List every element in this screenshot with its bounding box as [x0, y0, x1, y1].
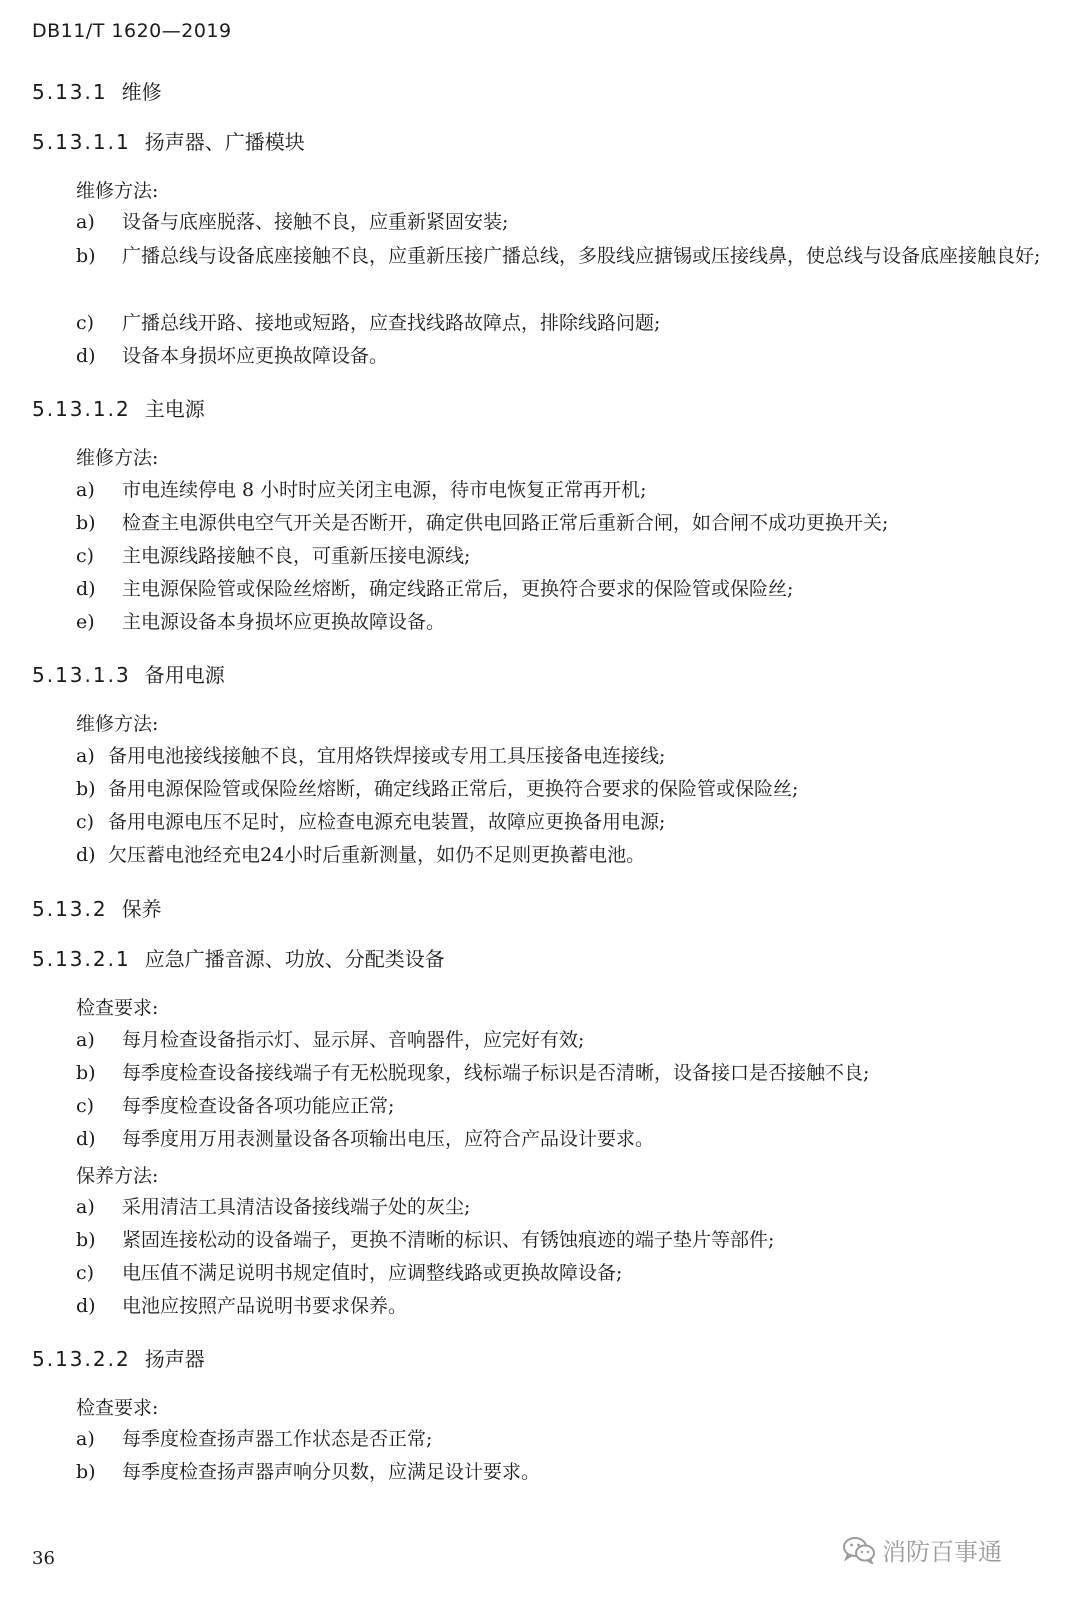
section-title: 扬声器、广播模块	[144, 130, 305, 154]
list-marker: a)	[76, 1196, 95, 1218]
list-text: 每月检查设备指示灯、显示屏、音响器件，应完好有效;	[122, 1029, 585, 1051]
section-heading	[32, 1343, 205, 1372]
repair-method-label: 维修方法:	[76, 713, 159, 735]
list-text: 紧固连接松动的设备端子，更换不清晰的标识、有锈蚀痕迹的端子垫片等部件;	[122, 1229, 775, 1251]
list-marker: b)	[76, 1229, 96, 1251]
list-marker: c)	[76, 1262, 95, 1284]
list-text: 设备本身损坏应更换故障设备。	[122, 345, 389, 367]
list-marker: e)	[76, 611, 95, 633]
list-text: 每季度检查设备各项功能应正常;	[122, 1095, 395, 1117]
section-title: 应急广播音源、功放、分配类设备	[144, 947, 445, 971]
list-text: 设备与底座脱落、接触不良，应重新紧固安装;	[122, 211, 509, 233]
section-number: 5.13.2	[32, 897, 108, 921]
section-title: 主电源	[144, 397, 205, 421]
list-text: 市电连续停电 8 小时时应关闭主电源，待市电恢复正常再开机;	[122, 479, 647, 501]
section-number: 5.13.2.1	[32, 947, 131, 971]
list-marker: c)	[76, 545, 95, 567]
section-title: 维修	[121, 80, 162, 104]
list-text: 主电源设备本身损坏应更换故障设备。	[122, 611, 446, 633]
list-marker: a)	[76, 745, 95, 767]
list-marker: b)	[76, 1062, 96, 1084]
list-marker: c)	[76, 1095, 95, 1117]
section-title: 扬声器	[144, 1347, 205, 1371]
list-marker: b)	[76, 1461, 96, 1483]
section-heading	[32, 126, 305, 155]
list-text: 检查主电源供电空气开关是否断开，确定供电回路正常后重新合闸，如合闸不成功更换开关;	[122, 512, 889, 534]
section-number: 5.13.2.2	[32, 1347, 131, 1371]
section-title: 保养	[121, 897, 162, 921]
section-heading	[32, 76, 162, 105]
page-number: 36	[32, 1548, 55, 1569]
list-marker: a)	[76, 211, 95, 233]
section-heading	[32, 659, 225, 688]
watermark-text: 消防百事通	[882, 1538, 1002, 1566]
list-text: 每季度检查扬声器工作状态是否正常;	[122, 1428, 433, 1450]
list-text: 备用电源保险管或保险丝熔断，确定线路正常后，更换符合要求的保险管或保险丝;	[108, 778, 799, 800]
list-text: 备用电池接线接触不良，宜用烙铁焊接或专用工具压接备电连接线;	[108, 745, 666, 767]
list-text: 采用清洁工具清洁设备接线端子处的灰尘;	[122, 1196, 471, 1218]
list-marker: d)	[76, 844, 96, 866]
list-marker: a)	[76, 479, 95, 501]
list-text: 主电源保险管或保险丝熔断，确定线路正常后，更换符合要求的保险管或保险丝;	[122, 578, 794, 600]
list-marker: d)	[76, 1128, 96, 1150]
section-number: 5.13.1.2	[32, 397, 131, 421]
list-text: 每季度检查设备接线端子有无松脱现象，线标端子标识是否清晰，设备接口是否接触不良;	[122, 1062, 870, 1084]
list-marker: a)	[76, 1428, 95, 1450]
repair-method-label: 维修方法:	[76, 447, 159, 469]
section-title: 备用电源	[144, 663, 225, 687]
list-text: 广播总线开路、接地或短路，应查找线路故障点，排除线路问题;	[122, 312, 661, 334]
list-marker: b)	[76, 512, 96, 534]
list-text: 电池应按照产品说明书要求保养。	[122, 1295, 408, 1317]
doc-code: DB11/T 1620—2019	[32, 20, 232, 42]
list-text: 广播总线与设备底座接触不良，应重新压接广播总线，多股线应搪锡或压接线鼻，使总线与设备底座接触良好;	[122, 245, 1041, 267]
list-marker: d)	[76, 1295, 96, 1317]
section-number: 5.13.1.3	[32, 663, 131, 687]
section-heading	[32, 893, 162, 922]
section-number: 5.13.1.1	[32, 130, 131, 154]
watermark	[842, 1532, 1002, 1567]
list-text: 电压值不满足说明书规定值时，应调整线路或更换故障设备;	[122, 1262, 623, 1284]
list-marker: d)	[76, 345, 96, 367]
list-marker: b)	[76, 778, 96, 800]
list-text: 备用电源电压不足时，应检查电源充电装置，故障应更换备用电源;	[108, 811, 666, 833]
check-requirement-label: 检查要求:	[76, 997, 159, 1019]
list-text: 每季度检查扬声器声响分贝数，应满足设计要求。	[122, 1461, 541, 1483]
list-text: 欠压蓄电池经充电24小时后重新测量，如仍不足则更换蓄电池。	[108, 844, 646, 866]
check-requirement-label: 检查要求:	[76, 1397, 159, 1419]
section-number: 5.13.1	[32, 80, 108, 104]
section-heading	[32, 943, 445, 972]
list-text: 主电源线路接触不良，可重新压接电源线;	[122, 545, 471, 567]
section-heading	[32, 393, 205, 422]
list-marker: d)	[76, 578, 96, 600]
list-marker: b)	[76, 245, 96, 267]
list-marker: c)	[76, 312, 95, 334]
list-text: 每季度用万用表测量设备各项输出电压，应符合产品设计要求。	[122, 1128, 655, 1150]
list-marker: c)	[76, 811, 95, 833]
list-marker: a)	[76, 1029, 95, 1051]
repair-method-label: 维修方法:	[76, 180, 159, 202]
wechat-icon	[842, 1536, 876, 1564]
maintenance-method-label: 保养方法:	[76, 1165, 159, 1187]
